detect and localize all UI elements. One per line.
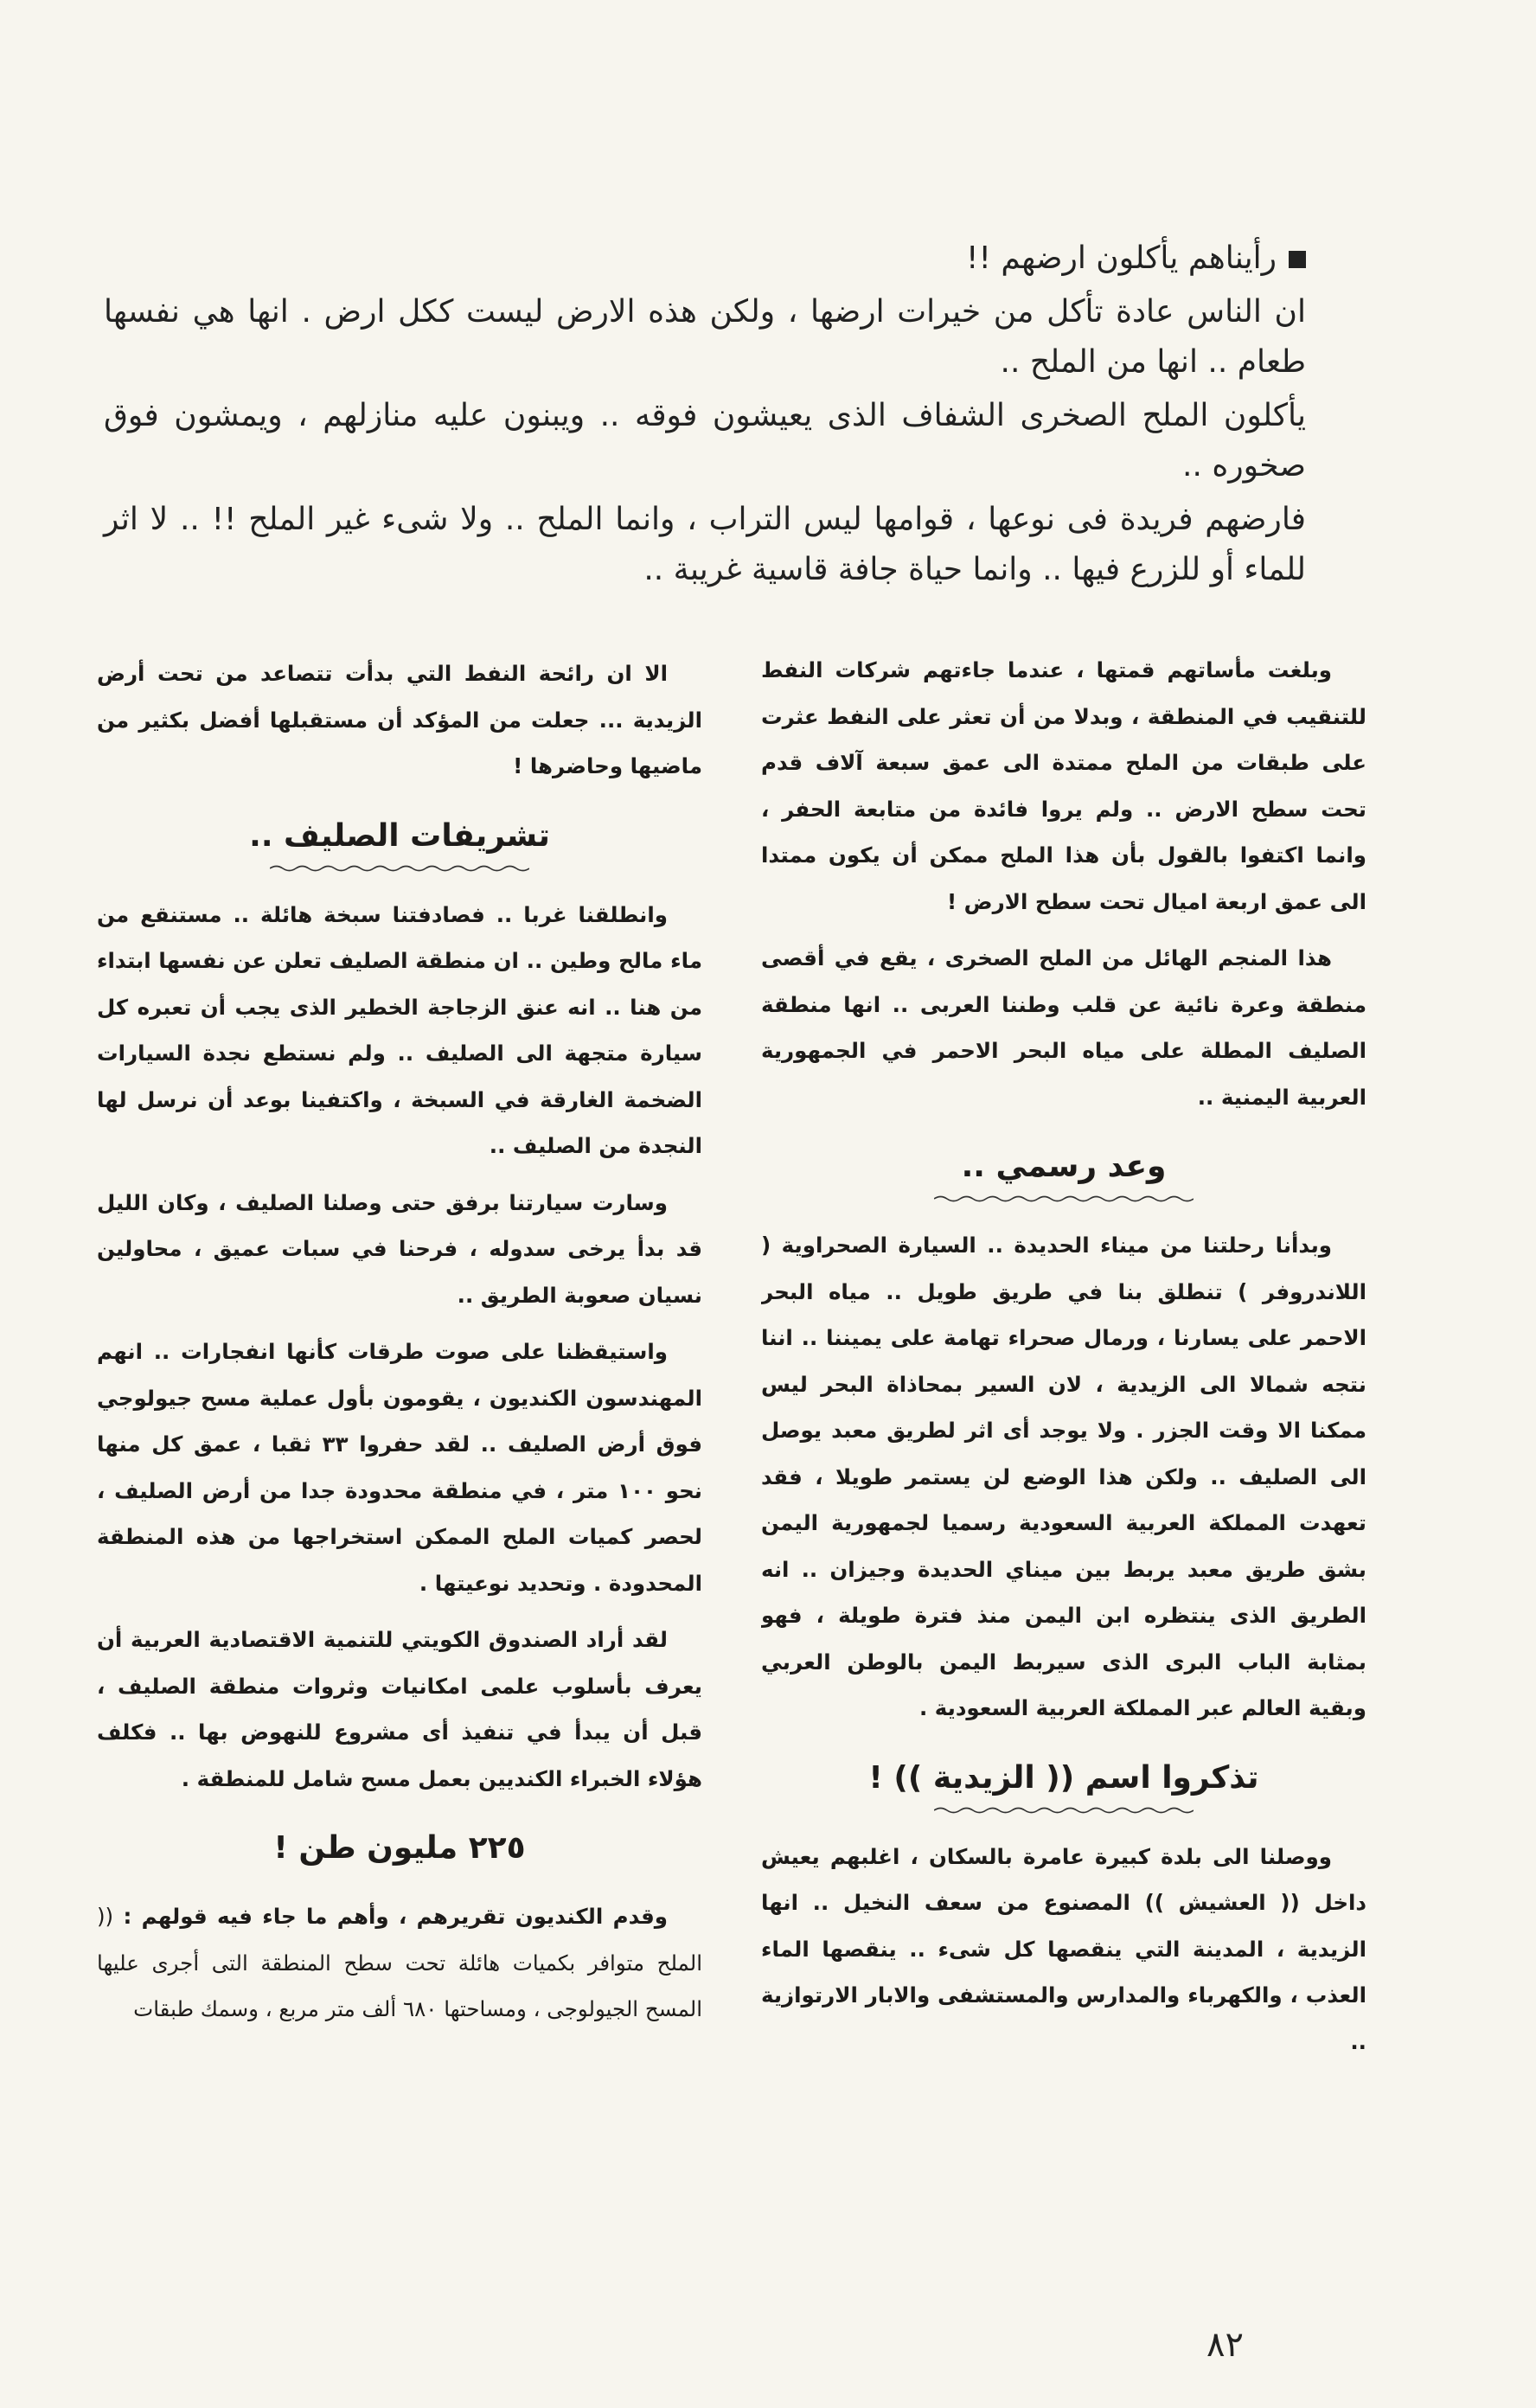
wavy-underline-icon: [934, 1806, 1194, 1815]
left-paragraph-2: وانطلقنا غربا .. فصادفتنا سبخة هائلة .. مستنقع من ماء مالح وطين .. ان منطقة الصليف تعلن عن نفسها ابتداء من هنا .. انه عنق الزجاجة الخطير الذى يجب أن تعبره كل سيارة متجهة الى الصليف .. ولم نستطع نجدة السيارات الضخمة الغارقة في السبخة ، واكتفينا بوعد أن نرسل لها النجدة من الصليف ..: [97, 901, 702, 1158]
right-column: [761, 647, 1366, 2308]
section-heading-salif-honors: تشريفات الصليف ..: [97, 812, 702, 873]
right-paragraph-3: وبدأنا رحلتنا من ميناء الحديدة .. السيارة الصحراوية ( اللاندروفر ) تنطلق بنا في طريق طويل .. مياه البحر الاحمر على يسارنا ، ورمال صحراء تهامة على يميننا .. اننا نتجه شمالا الى الزيدية ، لان السير بمحاذاة البحر ليس ممكنا الا وقت الجزر . ولا يوجد أى اثر لطريق معبد يوصل الى الصليف .. ولكن هذا الوضع لن يستمر طويلا ، فقد تعهدت المملكة العربية السعودية رسميا لجمهورية اليمن بشق طريق معبد يربط بين ميناي الحديدة وجيزان .. انه الطريق الذى ينتظره ابن اليمن منذ فترة طويلة ، فهو بمثابة الباب البرى الذى سيربط اليمن بالوطن العربي وبقية العالم عبر المملكة العربية السعودية .: [761, 1233, 1366, 1720]
report-quote: (( الملح متوافر بكميات هائلة تحت سطح المنطقة التى أجرى عليها المسح الجيولوجى ، ومساحتها ٦٨٠ ألف متر مربع ، وسمك طبقات: [97, 1904, 702, 2021]
intro-block: [104, 234, 1306, 599]
intro-line-4: فارضهم فريدة فى نوعها ، قوامها ليس التراب ، وانما الملح .. ولا شىء غير الملح !! .. لا اثر للماء أو للزرع فيها .. وانما حياة جافة قاسية غريبة ..: [104, 502, 1306, 587]
section-heading-remember-zaydiyah: تذكروا اسم (( الزيدية )) !: [761, 1754, 1366, 1815]
page-number: ٨٢: [1206, 2325, 1244, 2365]
section-heading-225-million-tons: ٢٢٥ مليون طن !: [273, 1830, 526, 1866]
left-paragraph-1: الا ان رائحة النفط التي بدأت تتصاعد من تحت أرض الزيدية ... جعلت من المؤكد أن مستقبلها أفضل بكثير من ماضيها وحاضرها !: [97, 661, 702, 778]
right-paragraph-2: هذا المنجم الهائل من الملح الصخرى ، يقع في أقصى منطقة وعرة نائية عن قلب وطننا العربى .. انها منطقة الصليف المطلة على مياه البحر الاحمر في الجمهورية العربية اليمنية ..: [761, 945, 1366, 1110]
right-paragraph-4: ووصلنا الى بلدة كبيرة عامرة بالسكان ، اغلبهم يعيش داخل (( العشيش )) المصنوع من سعف النخيل .. انها الزيدية ، المدينة التي ينقصها كل شىء .. ينقصها الماء العذب ، والكهرباء والمدارس والمستشفى والابار الارتوازية ..: [761, 1843, 1366, 2054]
wavy-underline-icon: [270, 864, 529, 873]
wavy-underline-icon: [934, 1194, 1194, 1203]
left-paragraph-3: وسارت سيارتنا برفق حتى وصلنا الصليف ، وكان الليل قد بدأ يرخى سدوله ، فرحنا في سبات عميق ، محاولين نسيان صعوبة الطريق ..: [97, 1189, 702, 1308]
left-paragraph-4: واستيقظنا على صوت طرقات كأنها انفجارات .. انهم المهندسون الكنديون ، يقومون بأول عملية مسح جيولوجي فوق أرض الصليف .. لقد حفروا ٣٣ ثقبا ، عمق كل منها نحو ١٠٠ متر ، في منطقة محدودة جدا من أرض الصليف ، لحصر كميات الملح الممكن استخراجها من هذه المنطقة المحدودة . وتحديد نوعيتها .: [97, 1339, 702, 1596]
left-paragraph-6: وقدم الكنديون تقريرهم ، وأهم ما جاء فيه قولهم : (( الملح متوافر بكميات هائلة تحت سطح المنطقة التى أجرى عليها المسح الجيولوجى ، ومساحتها ٦٨٠ ألف متر مربع ، وسمك طبقات: [97, 1904, 702, 2021]
section-heading-official-promise: وعد رسمي ..: [761, 1143, 1366, 1203]
right-paragraph-1: وبلغت مأساتهم قمتها ، عندما جاءتهم شركات النفط للتنقيب في المنطقة ، وبدلا من أن تعثر على النفط عثرت على طبقات من الملح ممتدة الى عمق سبعة آلاف قدم تحت سطح الارض .. ولم يروا فائدة من متابعة الحفر ، وانما اكتفوا بالقول بأن هذا الملح ممكن أن يكون ممتدا الى عمق اربعة اميال تحت سطح الارض !: [761, 657, 1366, 914]
intro-line-3: يأكلون الملح الصخرى الشفاف الذى يعيشون فوقه .. ويبنون عليه منازلهم ، ويمشون فوق صخوره ..: [104, 398, 1306, 484]
intro-line-2: ان الناس عادة تأكل من خيرات ارضها ، ولكن هذه الارض ليست ككل ارض . انها هي نفسها طعام .. انها من الملح ..: [104, 294, 1306, 380]
bullet-square-icon: [1289, 251, 1306, 268]
intro-line-1: رأيناهم يأكلون ارضهم !!: [104, 234, 1306, 284]
left-column: [97, 650, 702, 2311]
left-paragraph-5: لقد أراد الصندوق الكويتي للتنمية الاقتصادية العربية أن يعرف بأسلوب علمى امكانيات وثروات منطقة الصليف ، قبل أن يبدأ في تنفيذ أى مشروع للنهوض بها .. فكلف هؤلاء الخبراء الكنديين بعمل مسح شامل للمنطقة .: [97, 1627, 702, 1791]
